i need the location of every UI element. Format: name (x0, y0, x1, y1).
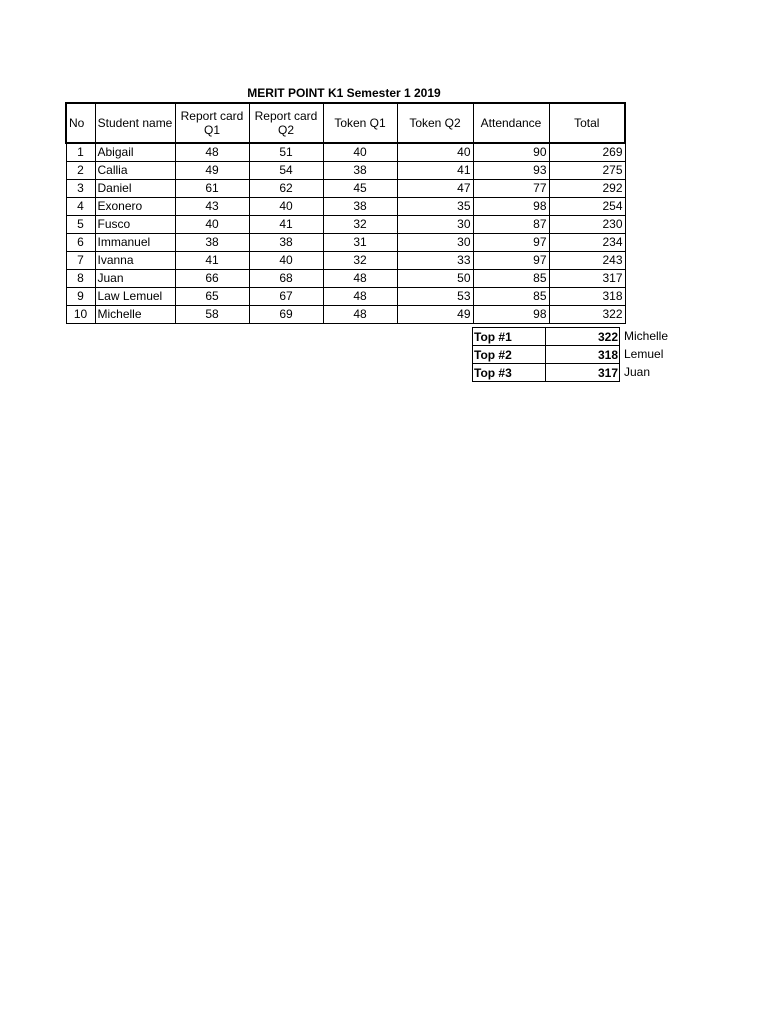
cell-no: 4 (66, 197, 95, 215)
cell-report-card-q2: 69 (249, 305, 323, 323)
cell-attendance: 85 (473, 269, 549, 287)
cell-no: 1 (66, 143, 95, 161)
top-score: 318 (546, 346, 620, 364)
top-row (473, 328, 620, 346)
cell-report-card-q1: 61 (175, 179, 249, 197)
top-row (473, 346, 620, 364)
top-student-name: Michelle (624, 329, 669, 343)
header-report-card-q2: Report card Q2 (249, 103, 323, 143)
top-row (473, 364, 620, 382)
cell-student-name: Michelle (95, 305, 175, 323)
cell-attendance: 90 (473, 143, 549, 161)
cell-attendance: 98 (473, 197, 549, 215)
cell-report-card-q1: 38 (175, 233, 249, 251)
cell-report-card-q1: 40 (175, 215, 249, 233)
cell-report-card-q1: 66 (175, 269, 249, 287)
cell-token-q1: 31 (323, 233, 397, 251)
top-three-names (624, 328, 668, 382)
cell-report-card-q2: 54 (249, 161, 323, 179)
top-rank-label: Top #2 (473, 346, 546, 364)
table-row (66, 161, 625, 179)
cell-report-card-q1: 48 (175, 143, 249, 161)
cell-student-name: Immanuel (95, 233, 175, 251)
cell-student-name: Fusco (95, 215, 175, 233)
table-row (66, 215, 625, 233)
cell-total: 230 (549, 215, 625, 233)
cell-report-card-q2: 67 (249, 287, 323, 305)
cell-total: 322 (549, 305, 625, 323)
cell-student-name: Callia (95, 161, 175, 179)
cell-total: 317 (549, 269, 625, 287)
cell-token-q2: 40 (397, 143, 473, 161)
cell-token-q1: 45 (323, 179, 397, 197)
cell-total: 254 (549, 197, 625, 215)
cell-attendance: 77 (473, 179, 549, 197)
cell-token-q2: 47 (397, 179, 473, 197)
header-attendance: Attendance (473, 103, 549, 143)
cell-student-name: Exonero (95, 197, 175, 215)
header-total: Total (549, 103, 625, 143)
cell-token-q2: 41 (397, 161, 473, 179)
cell-attendance: 87 (473, 215, 549, 233)
cell-report-card-q2: 68 (249, 269, 323, 287)
table-body (66, 143, 625, 323)
cell-student-name: Juan (95, 269, 175, 287)
cell-token-q1: 38 (323, 197, 397, 215)
top-three-table (472, 327, 620, 382)
cell-report-card-q1: 58 (175, 305, 249, 323)
cell-no: 8 (66, 269, 95, 287)
cell-token-q1: 32 (323, 215, 397, 233)
cell-no: 3 (66, 179, 95, 197)
table-row (66, 269, 625, 287)
top-student-name: Lemuel (624, 347, 664, 361)
cell-no: 9 (66, 287, 95, 305)
cell-report-card-q2: 51 (249, 143, 323, 161)
header-student-name: Student name (95, 103, 175, 143)
table-row (66, 305, 625, 323)
cell-report-card-q1: 43 (175, 197, 249, 215)
cell-report-card-q2: 40 (249, 197, 323, 215)
cell-report-card-q1: 49 (175, 161, 249, 179)
cell-token-q2: 49 (397, 305, 473, 323)
cell-report-card-q2: 62 (249, 179, 323, 197)
cell-token-q2: 30 (397, 215, 473, 233)
cell-token-q1: 32 (323, 251, 397, 269)
top-score: 322 (546, 328, 620, 346)
cell-student-name: Law Lemuel (95, 287, 175, 305)
cell-token-q1: 38 (323, 161, 397, 179)
cell-token-q2: 33 (397, 251, 473, 269)
table-row (66, 287, 625, 305)
cell-report-card-q2: 41 (249, 215, 323, 233)
cell-report-card-q1: 65 (175, 287, 249, 305)
cell-token-q1: 48 (323, 269, 397, 287)
cell-token-q1: 48 (323, 287, 397, 305)
cell-token-q2: 30 (397, 233, 473, 251)
cell-no: 6 (66, 233, 95, 251)
cell-token-q2: 50 (397, 269, 473, 287)
cell-report-card-q1: 41 (175, 251, 249, 269)
cell-no: 5 (66, 215, 95, 233)
cell-total: 318 (549, 287, 625, 305)
table-row (66, 143, 625, 161)
cell-report-card-q2: 40 (249, 251, 323, 269)
sheet-title: MERIT POINT K1 Semester 1 2019 (247, 86, 441, 100)
cell-student-name: Abigail (95, 143, 175, 161)
cell-token-q2: 35 (397, 197, 473, 215)
cell-total: 243 (549, 251, 625, 269)
cell-attendance: 97 (473, 233, 549, 251)
cell-token-q1: 40 (323, 143, 397, 161)
cell-total: 275 (549, 161, 625, 179)
cell-total: 234 (549, 233, 625, 251)
table-header (66, 103, 625, 143)
header-token-q2: Token Q2 (397, 103, 473, 143)
cell-token-q1: 48 (323, 305, 397, 323)
top-score: 317 (546, 364, 620, 382)
cell-attendance: 85 (473, 287, 549, 305)
cell-report-card-q2: 38 (249, 233, 323, 251)
cell-student-name: Ivanna (95, 251, 175, 269)
top-rank-label: Top #1 (473, 328, 546, 346)
table-row (66, 197, 625, 215)
header-report-card-q1: Report card Q1 (175, 103, 249, 143)
header-no: No (66, 103, 95, 143)
table-row (66, 179, 625, 197)
cell-attendance: 98 (473, 305, 549, 323)
table-row (66, 251, 625, 269)
cell-student-name: Daniel (95, 179, 175, 197)
top-student-name: Juan (624, 365, 651, 379)
cell-no: 10 (66, 305, 95, 323)
cell-total: 269 (549, 143, 625, 161)
header-token-q1: Token Q1 (323, 103, 397, 143)
cell-no: 7 (66, 251, 95, 269)
merit-table (65, 102, 626, 324)
cell-attendance: 97 (473, 251, 549, 269)
top-rank-label: Top #3 (473, 364, 546, 382)
cell-total: 292 (549, 179, 625, 197)
cell-token-q2: 53 (397, 287, 473, 305)
cell-attendance: 93 (473, 161, 549, 179)
table-row (66, 233, 625, 251)
cell-no: 2 (66, 161, 95, 179)
